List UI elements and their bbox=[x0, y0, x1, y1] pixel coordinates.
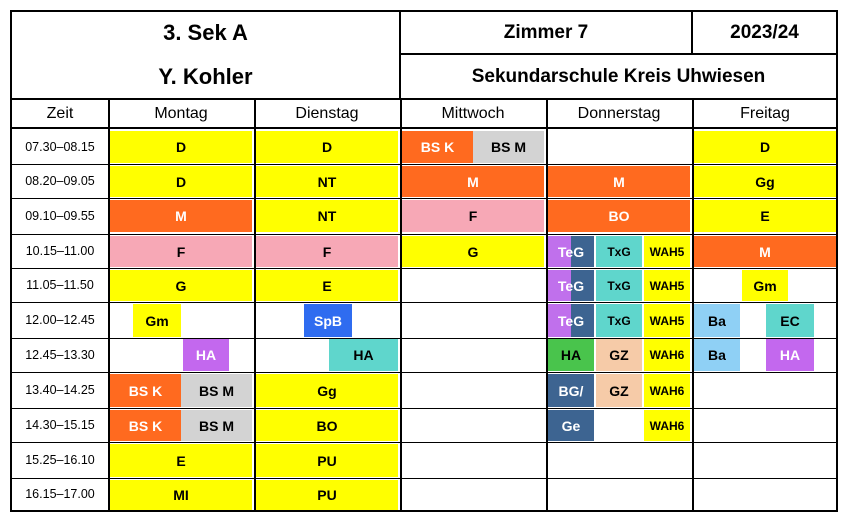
lesson-cell[interactable]: M bbox=[694, 236, 836, 267]
school-name: Sekundarschule Kreis Uhwiesen bbox=[471, 66, 766, 87]
lesson-cell[interactable]: BG/ bbox=[548, 374, 594, 407]
row-divider bbox=[10, 442, 838, 443]
col-header-thursday: Donnerstag bbox=[577, 104, 661, 122]
lesson-cell[interactable]: Gg bbox=[256, 374, 398, 407]
row-divider bbox=[10, 478, 838, 479]
header-year-divider bbox=[691, 10, 693, 55]
header-divider bbox=[10, 98, 838, 100]
time-slot-6: 12.00–12.45 bbox=[25, 313, 95, 327]
time-slot-8: 13.40–14.25 bbox=[25, 383, 95, 397]
row-divider bbox=[10, 164, 838, 165]
time-slot-10: 15.25–16.10 bbox=[25, 453, 95, 467]
lesson-cell[interactable]: D bbox=[256, 131, 398, 163]
teacher-name: Y. Kohler bbox=[158, 64, 253, 89]
lesson-cell[interactable]: GZ bbox=[596, 374, 642, 407]
lesson-cell[interactable]: F bbox=[256, 236, 398, 267]
school-year: 2023/24 bbox=[730, 22, 799, 43]
time-slot-4: 10.15–11.00 bbox=[25, 244, 95, 258]
lesson-cell[interactable]: M bbox=[402, 166, 544, 197]
lesson-cell[interactable]: Ba bbox=[694, 339, 740, 371]
lesson-cell[interactable]: F bbox=[110, 236, 252, 267]
header-mid-divider bbox=[399, 53, 838, 55]
lesson-cell[interactable]: BS M bbox=[181, 374, 252, 407]
time-slot-11: 16.15–17.00 bbox=[25, 487, 95, 501]
lesson-cell[interactable]: WAH5 bbox=[644, 236, 690, 267]
lesson-cell[interactable]: EC bbox=[766, 304, 814, 337]
col-divider bbox=[400, 100, 402, 510]
lesson-cell[interactable]: HA bbox=[329, 339, 398, 371]
lesson-cell[interactable]: HA bbox=[548, 339, 594, 371]
outer-border-bottom bbox=[10, 510, 838, 512]
time-slot-2: 08.20–09.05 bbox=[25, 174, 95, 188]
row-divider bbox=[10, 372, 838, 373]
row-divider bbox=[10, 234, 838, 235]
lesson-cell[interactable]: E bbox=[256, 270, 398, 301]
lesson-cell[interactable]: F bbox=[402, 200, 544, 232]
lesson-cell[interactable]: G bbox=[110, 270, 252, 301]
lesson-cell[interactable]: SpB bbox=[304, 304, 352, 337]
row-divider bbox=[10, 408, 838, 409]
lesson-cell[interactable]: TxG bbox=[596, 236, 642, 267]
colhead-divider bbox=[10, 127, 838, 129]
col-divider bbox=[108, 100, 110, 510]
lesson-cell[interactable]: BO bbox=[256, 410, 398, 441]
lesson-cell[interactable]: TxG bbox=[596, 270, 642, 301]
lesson-cell[interactable]: TeG bbox=[548, 304, 594, 337]
lesson-cell[interactable]: BS K bbox=[110, 374, 181, 407]
lesson-cell[interactable]: HA bbox=[766, 339, 814, 371]
lesson-cell[interactable]: Gg bbox=[694, 166, 836, 197]
time-slot-3: 09.10–09.55 bbox=[25, 209, 95, 223]
lesson-cell[interactable]: WAH6 bbox=[644, 410, 690, 441]
lesson-cell[interactable]: PU bbox=[256, 444, 398, 477]
lesson-cell[interactable]: E bbox=[694, 200, 836, 232]
col-header-friday: Freitag bbox=[740, 104, 790, 122]
lesson-cell[interactable]: TeG bbox=[548, 270, 594, 301]
lesson-cell[interactable]: BS M bbox=[473, 131, 544, 163]
col-divider bbox=[692, 100, 694, 510]
lesson-cell[interactable]: D bbox=[694, 131, 836, 163]
col-header-monday: Montag bbox=[154, 104, 208, 122]
row-divider bbox=[10, 198, 838, 199]
row-divider bbox=[10, 302, 838, 303]
col-header-wednesday: Mittwoch bbox=[441, 104, 505, 122]
lesson-cell[interactable]: GZ bbox=[596, 339, 642, 371]
row-divider bbox=[10, 268, 838, 269]
lesson-cell[interactable]: M bbox=[110, 200, 252, 232]
outer-border-right bbox=[836, 10, 838, 512]
time-slot-1: 07.30–08.15 bbox=[25, 140, 95, 154]
lesson-cell[interactable]: Ba bbox=[694, 304, 740, 337]
class-name: 3. Sek A bbox=[163, 20, 248, 45]
lesson-cell[interactable]: BS K bbox=[402, 131, 473, 163]
lesson-cell[interactable]: WAH5 bbox=[644, 270, 690, 301]
time-slot-5: 11.05–11.50 bbox=[26, 278, 94, 292]
room-label: Zimmer 7 bbox=[503, 22, 589, 43]
outer-border-top bbox=[10, 10, 838, 12]
col-header-time: Zeit bbox=[46, 104, 74, 122]
lesson-cell[interactable]: WAH5 bbox=[644, 304, 690, 337]
lesson-cell[interactable]: Gm bbox=[133, 304, 181, 337]
lesson-cell[interactable]: BO bbox=[548, 200, 690, 232]
lesson-cell[interactable]: D bbox=[110, 131, 252, 163]
lesson-cell[interactable]: TxG bbox=[596, 304, 642, 337]
time-slot-7: 12.45–13.30 bbox=[25, 348, 95, 362]
lesson-cell[interactable]: E bbox=[110, 444, 252, 477]
col-divider bbox=[546, 100, 548, 510]
lesson-cell[interactable]: WAH6 bbox=[644, 374, 690, 407]
header-vertical-divider bbox=[399, 10, 401, 100]
outer-border-left bbox=[10, 10, 12, 512]
lesson-cell[interactable]: PU bbox=[256, 480, 398, 510]
col-divider bbox=[254, 100, 256, 510]
lesson-cell[interactable]: D bbox=[110, 166, 252, 197]
lesson-cell[interactable]: MI bbox=[110, 480, 252, 510]
lesson-cell[interactable]: NT bbox=[256, 166, 398, 197]
col-header-tuesday: Dienstag bbox=[295, 104, 359, 122]
lesson-cell[interactable]: HA bbox=[183, 339, 229, 371]
lesson-cell[interactable]: M bbox=[548, 166, 690, 197]
lesson-cell[interactable]: G bbox=[402, 236, 544, 267]
lesson-cell[interactable]: TeG bbox=[548, 236, 594, 267]
lesson-cell[interactable]: NT bbox=[256, 200, 398, 232]
row-divider bbox=[10, 338, 838, 339]
lesson-cell[interactable]: WAH6 bbox=[644, 339, 690, 371]
lesson-cell[interactable]: Gm bbox=[742, 270, 788, 301]
lesson-cell[interactable]: Ge bbox=[548, 410, 594, 441]
lesson-cell[interactable]: BS K bbox=[110, 410, 181, 441]
lesson-cell[interactable]: BS M bbox=[181, 410, 252, 441]
time-slot-9: 14.30–15.15 bbox=[25, 418, 95, 432]
